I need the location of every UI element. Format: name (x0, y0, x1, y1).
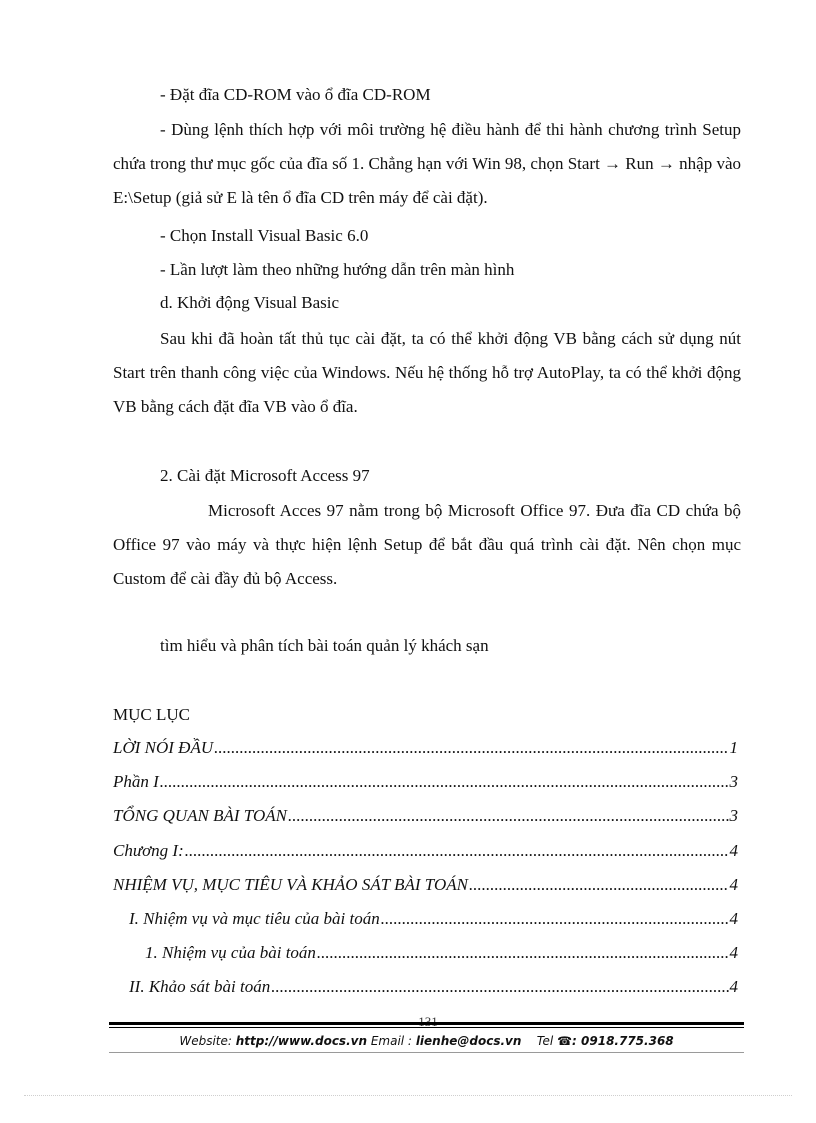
website-link[interactable]: http://www.docs.vn (235, 1034, 367, 1048)
toc-entry-nhiem-vu-bai-toan[interactable]: 1. Nhiệm vụ của bài toán ..... 4 (145, 943, 738, 965)
topic-line: tìm hiểu và phân tích bài toán quản lý khách sạn (160, 636, 489, 655)
paragraph-start-vb: Sau khi đã hoàn tất thủ tục cài đặt, ta có thể khởi động VB bằng cách sử dụng nút Start trên thanh công việc của Windows. Nếu hệ thống hỗ trợ AutoPlay, ta có thể khởi động VB bằng cách đặt đĩa VB vào ổ đĩa. (113, 329, 741, 416)
toc-title: MỤC LỤC (113, 705, 190, 724)
install-step-cdrom: - Đặt đĩa CD-ROM vào ổ đĩa CD-ROM (160, 85, 431, 104)
section-heading-access: 2. Cài đặt Microsoft Access 97 (160, 466, 370, 485)
footer-rule-bottom (109, 1052, 744, 1053)
toc-entry-nhiem-vu-muc-tieu[interactable]: I. Nhiệm vụ và mục tiêu của bài toán ..... 4 (129, 909, 738, 931)
toc-entry-chuong-1[interactable]: Chương I: ..... 4 (113, 841, 738, 863)
toc-entry-nhiem-vu-khao-sat[interactable]: NHIỆM VỤ, MỤC TIÊU VÀ KHẢO SÁT BÀI TOÁN ..... 4 (113, 875, 738, 897)
toc-entry-phan-1[interactable]: Phần I ..... 3 (113, 772, 738, 794)
email-link[interactable]: lienhe@docs.vn (415, 1034, 522, 1048)
footer-rule-thick (109, 1022, 744, 1025)
install-step-setup: - Dùng lệnh thích hợp với môi trường hệ điều hành để thi hành chương trình Setup chứa trong thư mục gốc của đĩa số 1. Chẳng hạn với Win 98, chọn Start → Run → nhập vào E:\Setup (giả sử E là tên ổ đĩa CD trên máy để cài đặt). (113, 120, 741, 207)
footer-rule-thin (109, 1027, 744, 1028)
paragraph-access: Microsoft Acces 97 nằm trong bộ Microsoft Office 97. Đưa đĩa CD chứa bộ Office 97 vào máy và thực hiện lệnh Setup để bắt đầu quá trình cài đặt. Nên chọn mục Custom để cài đầy đủ bộ Access. (113, 501, 741, 588)
phone-icon: ☎ (557, 1034, 573, 1048)
toc-entry-loi-noi-dau[interactable]: LỜI NÓI ĐẦU ..... 1 (113, 738, 738, 760)
tel-label: Tel (536, 1034, 554, 1048)
install-step-follow: - Lần lượt làm theo những hướng dẫn trên màn hình (160, 260, 515, 279)
toc-entry-tong-quan[interactable]: TỔNG QUAN BÀI TOÁN ..... 3 (113, 806, 738, 828)
footer-contact (109, 1034, 744, 1048)
phone-number: : 0918.775.368 (572, 1034, 674, 1048)
website-label: Website: (179, 1034, 232, 1048)
section-heading-start-vb: d. Khởi động Visual Basic (160, 293, 340, 312)
toc-entry-khao-sat[interactable]: II. Khảo sát bài toán ..... 4 (129, 977, 738, 999)
install-step-choose: - Chọn Install Visual Basic 6.0 (160, 226, 369, 245)
email-label: Email : (370, 1034, 412, 1048)
page-edge-dotted (24, 1095, 792, 1096)
